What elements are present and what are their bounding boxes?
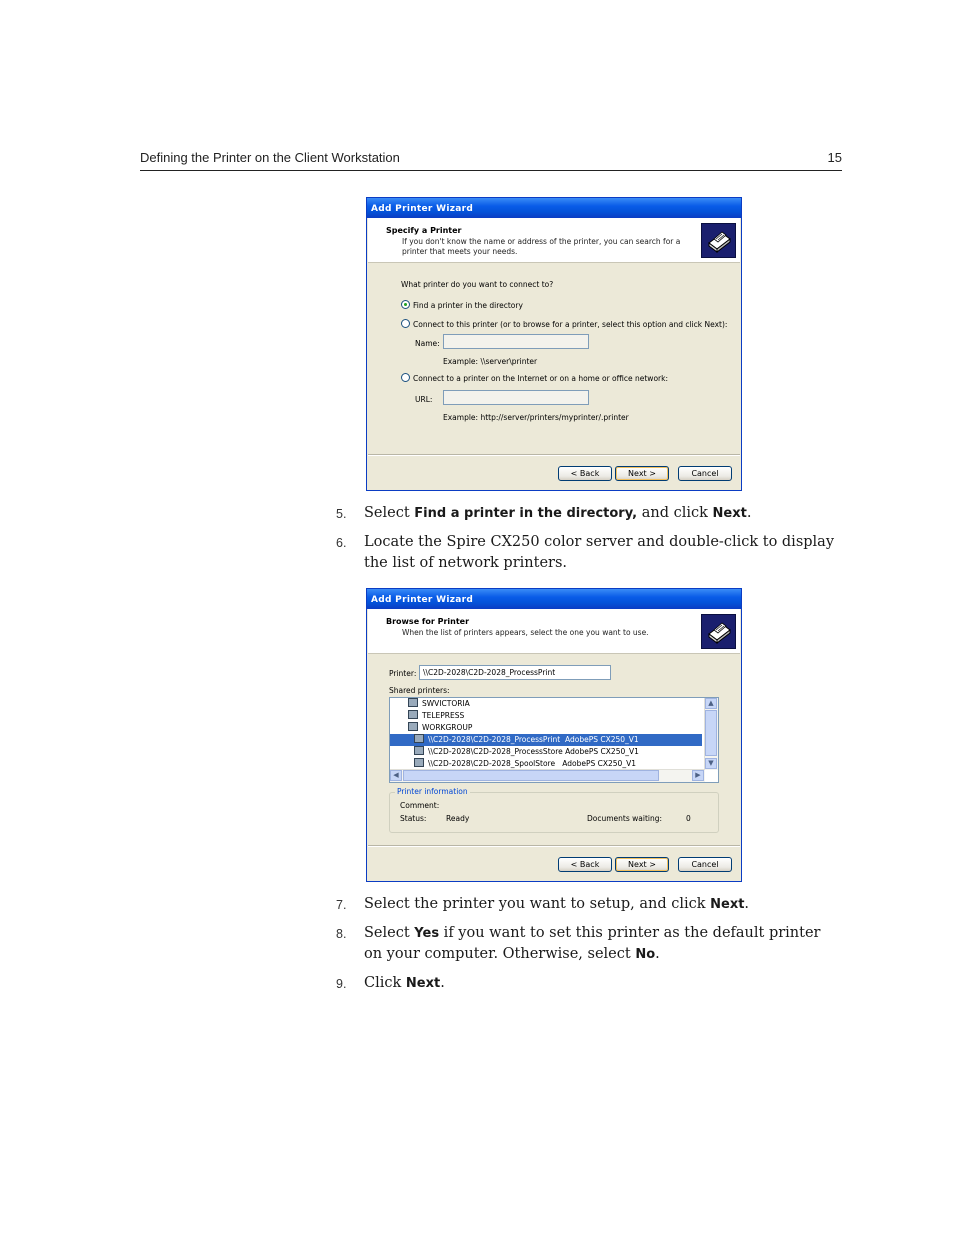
step-text: Click bbox=[364, 975, 406, 991]
step-bold-no: No bbox=[635, 947, 656, 962]
wizard-banner bbox=[368, 218, 740, 263]
comment-label: Comment: bbox=[400, 801, 440, 810]
network-icon bbox=[408, 722, 418, 731]
step-7 bbox=[336, 894, 842, 915]
step-number: 8. bbox=[336, 927, 347, 941]
cancel-button[interactable]: Cancel bbox=[678, 466, 732, 481]
banner-subtitle: If you don't know the name or address of the printer, you can search for a printer that meets your needs. bbox=[402, 237, 681, 256]
step-number: 9. bbox=[336, 977, 347, 991]
printer-icon bbox=[414, 746, 424, 755]
step-text: . bbox=[746, 505, 752, 521]
section-title: Defining the Printer on the Client Workstation bbox=[140, 150, 400, 165]
banner-title: Browse for Printer bbox=[386, 617, 470, 626]
banner-subtitle: When the list of printers appears, select the one you want to use. bbox=[402, 628, 649, 637]
printer-label: Printer: bbox=[389, 669, 417, 678]
step-number: 6. bbox=[336, 536, 347, 550]
vertical-scrollbar[interactable] bbox=[704, 698, 718, 770]
list-item[interactable] bbox=[408, 722, 472, 734]
add-printer-wizard-specify bbox=[366, 197, 742, 491]
list-item[interactable] bbox=[408, 698, 470, 710]
url-label: URL: bbox=[415, 395, 433, 404]
scroll-left-icon[interactable]: ◀ bbox=[390, 770, 402, 781]
option-internet-label[interactable]: Connect to a printer on the Internet or on a home or office network: bbox=[413, 374, 668, 383]
radio-connect-internet[interactable] bbox=[401, 373, 410, 382]
radio-connect-to-printer[interactable] bbox=[401, 319, 410, 328]
step-6 bbox=[336, 532, 842, 574]
dialog-titlebar: Add Printer Wizard bbox=[367, 589, 741, 609]
next-button[interactable]: Next > bbox=[615, 466, 669, 481]
add-printer-wizard-browse bbox=[366, 588, 742, 882]
printer-name: SWVICTORIA bbox=[422, 699, 470, 708]
url-input[interactable] bbox=[443, 390, 589, 405]
list-item[interactable] bbox=[414, 746, 639, 758]
option-connect-label[interactable]: Connect to this printer (or to browse for a printer, select this option and click Next): bbox=[413, 320, 728, 329]
printer-name: \\C2D-2028\C2D-2028_ProcessPrint bbox=[428, 735, 561, 744]
page-number: 15 bbox=[827, 150, 842, 165]
step-bold-option: Find a printer in the directory, bbox=[414, 506, 638, 521]
network-icon bbox=[408, 710, 418, 719]
printer-information-group bbox=[389, 787, 719, 833]
scroll-up-icon[interactable]: ▲ bbox=[705, 698, 717, 709]
step-text: . bbox=[744, 896, 750, 912]
printer-description: AdobePS CX250_V1 bbox=[562, 759, 636, 768]
scroll-thumb[interactable] bbox=[705, 710, 717, 756]
step-text: Locate the Spire CX250 color server and double-click to display the list of network printers. bbox=[364, 534, 835, 571]
button-separator bbox=[368, 845, 740, 847]
wizard-banner bbox=[368, 609, 740, 654]
printer-name: TELEPRESS bbox=[422, 711, 465, 720]
printer-input[interactable]: \\C2D-2028\C2D-2028_ProcessPrint bbox=[419, 665, 611, 680]
printer-wizard-icon bbox=[701, 223, 736, 258]
button-separator bbox=[368, 454, 740, 456]
group-legend: Printer information bbox=[397, 787, 468, 796]
step-text: if you want to set this printer as the default printer on your computer. Otherwise, select bbox=[364, 925, 821, 962]
option-find-label[interactable]: Find a printer in the directory bbox=[413, 301, 523, 310]
step-9 bbox=[336, 973, 842, 994]
step-text: Select the printer you want to setup, and click bbox=[364, 896, 711, 912]
printer-description: AdobePS CX250_V1 bbox=[564, 735, 639, 744]
step-text: Select bbox=[364, 925, 415, 941]
printer-icon bbox=[414, 758, 424, 767]
radio-find-in-directory[interactable] bbox=[401, 300, 410, 309]
dialog-titlebar: Add Printer Wizard bbox=[367, 198, 741, 218]
network-icon bbox=[408, 698, 418, 707]
step-number: 5. bbox=[336, 507, 347, 521]
banner-title: Specify a Printer bbox=[386, 226, 462, 235]
name-example: Example: \\server\printer bbox=[443, 357, 538, 366]
status-label: Status: bbox=[400, 814, 427, 823]
horizontal-scrollbar[interactable] bbox=[390, 769, 705, 782]
cancel-button[interactable]: Cancel bbox=[678, 857, 732, 872]
name-label: Name: bbox=[415, 339, 440, 348]
printer-icon bbox=[414, 734, 424, 743]
printer-name: \\C2D-2028\C2D-2028_ProcessStore bbox=[428, 747, 563, 756]
step-bold-next: Next bbox=[710, 897, 745, 912]
step-text: and click bbox=[637, 505, 713, 521]
name-input[interactable] bbox=[443, 334, 589, 349]
back-button[interactable]: < Back bbox=[558, 466, 612, 481]
step-bold-next: Next bbox=[712, 506, 747, 521]
step-text: . bbox=[440, 975, 445, 991]
list-item-selected[interactable] bbox=[390, 734, 702, 746]
status-value: Ready bbox=[446, 814, 470, 823]
step-bold-yes: Yes bbox=[414, 926, 440, 941]
documents-waiting-value: 0 bbox=[686, 814, 691, 823]
scroll-down-icon[interactable]: ▼ bbox=[705, 758, 717, 769]
step-text: . bbox=[655, 946, 660, 962]
shared-printers-list[interactable] bbox=[389, 697, 719, 783]
connect-question: What printer do you want to connect to? bbox=[401, 280, 554, 289]
printer-name: \\C2D-2028\C2D-2028_SpoolStore bbox=[428, 759, 556, 768]
next-button[interactable]: Next > bbox=[615, 857, 669, 872]
printer-name: WORKGROUP bbox=[422, 723, 473, 732]
step-bold-next: Next bbox=[405, 976, 441, 991]
step-number: 7. bbox=[336, 898, 347, 912]
step-5 bbox=[336, 503, 842, 524]
documents-waiting-label: Documents waiting: bbox=[587, 814, 663, 823]
step-8 bbox=[336, 923, 842, 965]
step-text: Select bbox=[364, 505, 415, 521]
scroll-thumb[interactable] bbox=[403, 770, 659, 781]
page-header bbox=[140, 150, 842, 171]
list-item[interactable] bbox=[408, 710, 464, 722]
shared-printers-label: Shared printers: bbox=[389, 686, 450, 695]
printer-description: AdobePS CX250_V1 bbox=[565, 747, 639, 756]
scroll-right-icon[interactable]: ▶ bbox=[692, 770, 704, 781]
url-example: Example: http://server/printers/myprinter/.printer bbox=[443, 413, 629, 422]
printer-wizard-icon bbox=[701, 614, 736, 649]
back-button[interactable]: < Back bbox=[558, 857, 612, 872]
